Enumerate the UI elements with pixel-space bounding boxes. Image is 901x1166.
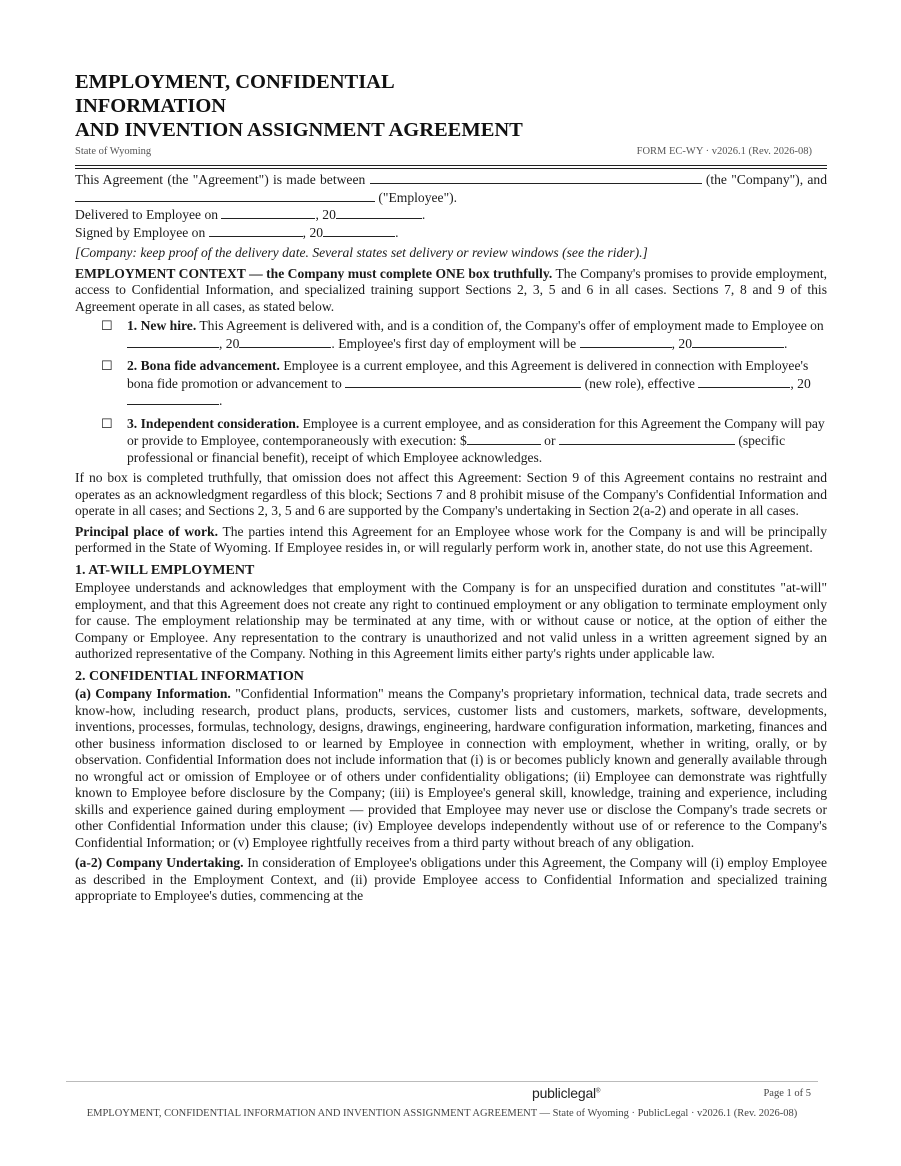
logo-mark: ®	[595, 1088, 601, 1095]
delivered-year-prefix: , 20	[315, 207, 336, 222]
option-1-label: 1. New hire.	[127, 318, 197, 333]
delivered-end: .	[421, 207, 426, 222]
option-1-text-2: . Employee's first day of employment will be	[331, 335, 577, 351]
section-2-heading: 2. CONFIDENTIAL INFORMATION	[75, 668, 304, 684]
section-2a2-paragraph	[75, 855, 827, 905]
new-role-blank[interactable]	[345, 375, 581, 388]
option-3-or: or	[544, 433, 556, 448]
section-2a2-text: In consideration of Employee's obligations under this Agreement, the Company will (i) employ Employee as described in the Employment Context, and (ii) provide Employee access to Confidential Information and specialized training appropriate to Employee's duties, commencing at the	[75, 855, 827, 903]
page-number: Page 1 of 5	[763, 1088, 811, 1099]
context-options	[101, 318, 827, 466]
delivered-date-blank[interactable]	[221, 206, 315, 219]
option-3-text: Employee is a current employee, and as consideration for this Agreement the Company will pay or provide to Employee, contemporaneously with execution: $	[127, 415, 825, 448]
delivery-note: [Company: keep proof of the delivery date. Several states set delivery or review windows (see the rider).]	[75, 245, 648, 260]
employment-context	[75, 266, 827, 316]
section-2a-paragraph	[75, 686, 827, 851]
section-2a-text: "Confidential Information" means the Company's proprietary information, technical data, trade secrets and know-how, including research, product plans, products, services, customer lists and customers, markets, software, developments, inventions, processes, formulas, technology, designs, drawings, engineering, hardware configuration information, marketing, finances and other business information disclosed to or learned by Employee in connection with employment, whether in writing, orally, or by observation. Confidential Information does not include information that (i) is or becomes publicly known and generally available through no wrongful act or omission of Employee or of others under confidentiality obligations; (ii) Employee can demonstrate was rightfully known to Employee before disclosure by the Company; (iii) is Employee's general skill, knowledge, training and experience, including skills and experience gained during employment — provided that Employee may never use or disclose the Company's trade secrets or other Confidential Information under this clause; (iv) Employee develops independently without use of or reference to the Company's Confidential Information; or (v) Employee rightfully receives from a third party without breach of any obligation.	[75, 686, 827, 850]
option-1-end: .	[784, 335, 788, 351]
parties-text-2: (the "Company"), and	[705, 172, 827, 187]
option-2-label: 2. Bona fide advancement.	[127, 358, 280, 373]
principal-paragraph	[75, 524, 827, 557]
delivered-year-blank[interactable]	[336, 206, 422, 219]
checkbox-icon[interactable]: ☐	[101, 358, 113, 373]
section-2a-label: (a) Company Information.	[75, 686, 231, 701]
option-2-year-prefix: , 20	[790, 375, 811, 391]
document-meta	[75, 146, 812, 157]
checkbox-icon[interactable]: ☐	[101, 415, 113, 431]
option-2-text-2: (new role), effective	[584, 375, 695, 391]
option-2-end: .	[219, 393, 223, 408]
amount-blank[interactable]	[467, 432, 541, 445]
title-line-2: INFORMATION	[75, 95, 227, 117]
option-new-hire	[101, 318, 827, 352]
context-text: The Company's promises to provide employment, access to Confidential Information, and specialized training support Sections 2, 3, 5 and 6 in all cases. Sections 7, 8 and 9 of this Agreement operate in all cases, as stated below.	[75, 265, 827, 314]
footer-rule	[66, 1081, 818, 1082]
document-body	[75, 171, 827, 905]
option-independent	[101, 416, 827, 467]
parties-paragraph	[75, 171, 827, 206]
offer-date-blank[interactable]	[127, 335, 219, 348]
parties-text-1: This Agreement (the "Agreement") is made between	[75, 172, 366, 187]
state-label: State of Wyoming	[75, 146, 152, 157]
start-date-blank[interactable]	[580, 335, 672, 348]
section-1-text: Employee understands and acknowledges that employment with the Company is for an unspecified duration and constitutes "at-will" employment, and that this Agreement does not create any right to continued employment or any obligation to terminate employment only for cause. The employment relationship may be terminated at any time, with or without cause or notice, at the option of either the Company or Employee. Any representation to the contrary is unauthorized and not valid unless in a written agreement signed by an authorized representative of the Company. Nothing in this Agreement limits either party's rights under applicable law.	[75, 580, 827, 661]
option-advancement	[101, 358, 827, 410]
signed-date-blank[interactable]	[209, 224, 303, 237]
parties-text-3: ("Employee").	[378, 189, 458, 205]
effective-year-blank[interactable]	[127, 392, 219, 405]
document-title	[75, 70, 595, 142]
benefit-blank[interactable]	[559, 432, 735, 445]
logo-text: publiclegal	[532, 1085, 596, 1101]
section-1-heading: 1. AT-WILL EMPLOYMENT	[75, 562, 255, 578]
principal-text: The parties intend this Agreement for an Employee whose work for the Company is and will be principally performed in the State of Wyoming. If Employee resides in, or will regularly perform work in, another state, do not use this Agreement.	[75, 523, 827, 555]
no-box-paragraph: If no box is completed truthfully, that omission does not affect this Agreement: Section 9 of this Agreement contains no restraint and operates as an acknowledgment regardless of this block; Sections 7 and 8 prohibit misuse of the Company's Confidential Information and operate in all cases; and Sections 2, 3, 5 and 6 are supported by the Company's undertaking in Section 2(a-2) and operate in all cases.	[75, 470, 827, 518]
offer-year-blank[interactable]	[239, 335, 331, 348]
signed-year-blank[interactable]	[323, 224, 395, 237]
section-2a2-label: (a-2) Company Undertaking.	[75, 855, 244, 870]
form-id: FORM EC-WY · v2026.1 (Rev. 2026-08)	[636, 146, 812, 157]
header-rule	[75, 165, 827, 169]
option-2-text: Employee is a current employee, and this Agreement is delivered in connection with Employee's bona fide promotion or advancement to	[127, 358, 809, 391]
start-year-blank[interactable]	[692, 335, 784, 348]
delivered-line	[75, 206, 827, 224]
checkbox-icon[interactable]: ☐	[101, 318, 113, 333]
signed-end: .	[395, 224, 399, 240]
employee-name-blank[interactable]	[75, 189, 375, 202]
option-3-label: 3. Independent consideration.	[127, 415, 300, 431]
title-line-3: AND INVENTION ASSIGNMENT AGREEMENT	[75, 119, 523, 141]
signed-label: Signed by Employee on	[75, 224, 206, 240]
signed-year-prefix: , 20	[302, 224, 324, 240]
publiclegal-logo	[532, 1085, 600, 1101]
option-1-text: This Agreement is delivered with, and is a condition of, the Company's offer of employment made to Employee on	[196, 318, 824, 333]
delivered-label: Delivered to Employee on	[75, 207, 219, 222]
principal-label: Principal place of work.	[75, 523, 218, 539]
context-heading: EMPLOYMENT CONTEXT — the Company must complete ONE box truthfully.	[75, 265, 553, 281]
option-1-year-prefix-2: , 20	[671, 335, 693, 351]
signed-line	[75, 224, 827, 242]
company-name-blank[interactable]	[370, 171, 702, 184]
footer-text: EMPLOYMENT, CONFIDENTIAL INFORMATION AND INVENTION ASSIGNMENT AGREEMENT — State of Wyoming · PublicLegal · v2026.1 (Rev. 2026-08)	[86, 1108, 798, 1119]
option-3-text-2: (specific professional or financial benefit), receipt of which Employee acknowledges.	[127, 433, 786, 465]
option-1-year-prefix: , 20	[219, 335, 240, 351]
effective-date-blank[interactable]	[698, 375, 790, 388]
title-line-1: EMPLOYMENT, CONFIDENTIAL	[75, 71, 395, 93]
